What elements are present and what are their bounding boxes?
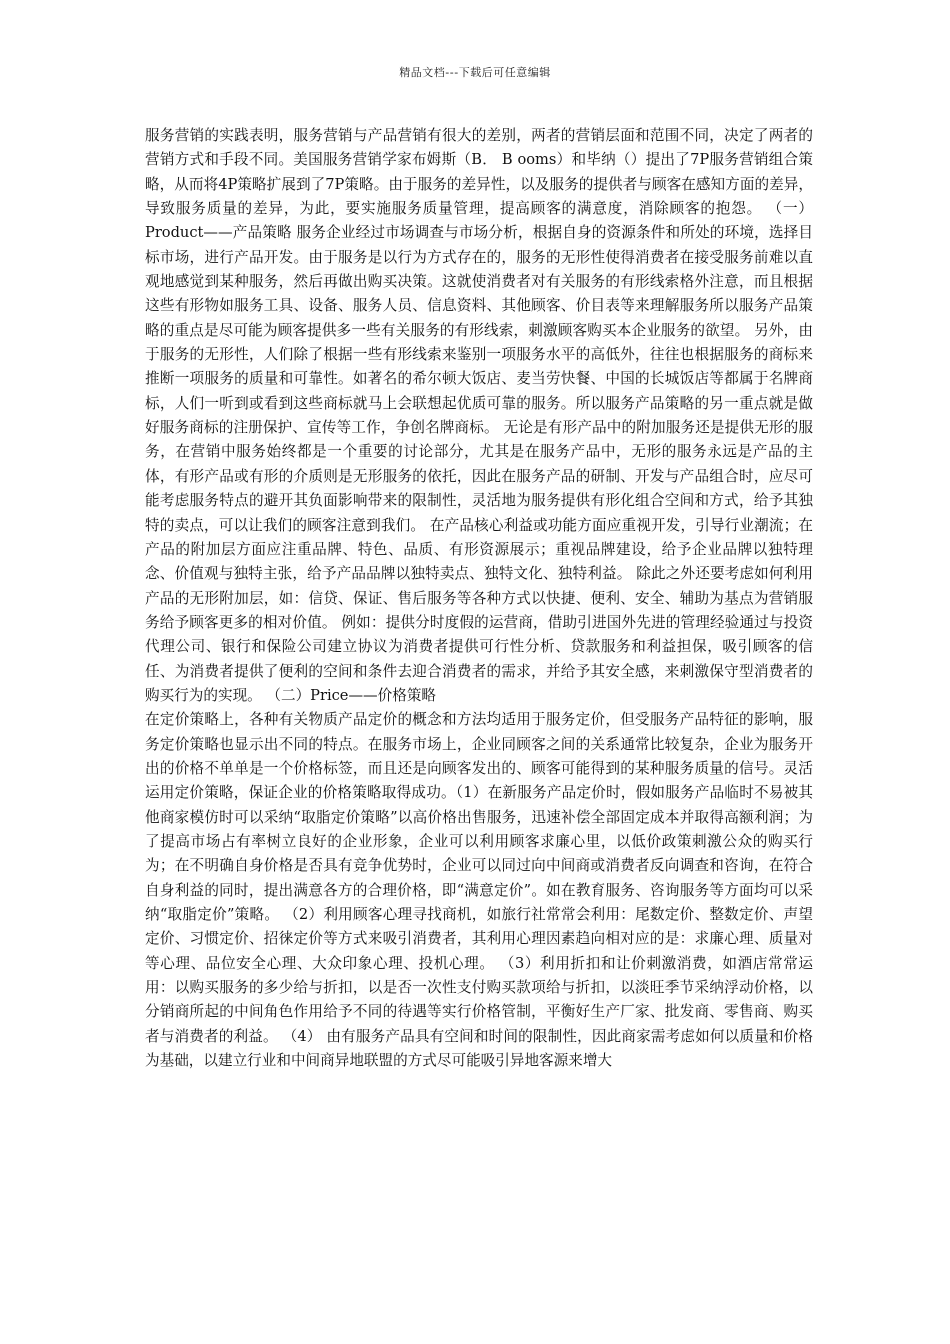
paragraph: 服务营销的实践表明，服务营销与产品营销有很大的差别，两者的营销层面和范围不同，决定了两者的营销方式和手段不同。美国服务营销学家布姆斯（B． B ooms）和毕纳（）提出了7P服务营销组合策略，从而将4P策略扩展到了7P策略。由于服务的差异性，以及服务的提供者与顾客在感知方面的差异，导致服务质量的差异，为此，要实施服务质量管理，提高顾客的满意度，消除顾客的抱怨。 （一）Product——产品策略 服务企业经过市场调查与市场分析，根据自身的资源条件和所处的环境，选择目标市场，进行产品开发。由于服务是以行为方式存在的，服务的无形性使得消费者在接受服务前难以直观地感觉到某种服务，然后再做出购买决策。这就使消费者对有关服务的有形线索格外注意，而且根据这些有形物如服务工具、设备、服务人员、信息资料、其他顾客、价目表等来理解服务所以服务产品策略的重点是尽可能为顾客提供多一些有关服务的有形线索，刺激顾客购买本企业服务的欲望。 另外，由于服务的无形性，人们除了根据一些有形线索来鉴别一项服务水平的高低外，往往也根据服务的商标来推断一项服务的质量和可靠性。如著名的希尔顿大饭店、麦当劳快餐、中国的长城饭店等都属于名牌商标，人们一听到或看到这些商标就马上会联想起优质可靠的服务。所以服务产品策略的另一重点就是做好服务商标的注册保护、宣传等工作，争创名牌商标。 无论是有形产品中的附加服务还是提供无形的服务，在营销中服务始终都是一个重要的讨论部分，尤其是在服务产品中，无形的服务永远是产品的主体，有形产品或有形的介质则是无形服务的依托，因此在服务产品的研制、开发与产品组合时，应尽可能考虑服务特点的避开其负面影响带来的限制性，灵活地为服务提供有形化组合空间和方式，给予其独特的卖点，可以让我们的顾客注意到我们。 在产品核心利益或功能方面应重视开发，引导行业潮流；在产品的附加层方面应注重品牌、特色、品质、有形资源展示；重视品牌建设，给予企业品牌以独特理念、价值观与独特主张，给予产品品牌以独特卖点、独特文化、独特利益。 除此之外还要考虑如何利用产品的无形附加层，如：信贷、保证、售后服务等各种方式以快捷、便利、安全、辅助为基点为营销服务给予顾客更多的相对价值。 例如：提供分时度假的运营商，借助引进国外先进的管理经验通过与投资代理公司、银行和保险公司建立协议为消费者提供可行性分析、贷款服务和利益担保，吸引顾客的信任、为消费者提供了便利的空间和条件去迎合消费者的需求，并给予其安全感，来刺激保守型消费者的购买行为的实现。 （二）Price——价格策略 — [145, 127, 813, 704]
paragraph: 在定价策略上，各种有关物质产品定价的概念和方法均适用于服务定价，但受服务产品特征的影响，服务定价策略也显示出不同的特点。在服务市场上，企业同顾客之间的关系通常比较复杂，企业为服务开出的价格不单单是一个价格标签，而且还是向顾客发出的、顾客可能得到的某种服务质量的信号。灵活运用定价策略，保证企业的价格策略取得成功。（1）在新服务产品定价时，假如服务产品临时不易被其他商家模仿时可以采纳“取脂定价策略”以高价格出售服务，迅速补偿全部固定成本并取得高额利润；为了提高市场占有率树立良好的企业形象，企业可以利用顾客求廉心里，以低价政策刺激公众的购买行为；在不明确自身价格是否具有竞争优势时，企业可以同过向中间商或消费者反向调查和咨询，在符合自身利益的同时，提出满意各方的合理价格，即“满意定价”。如在教育服务、咨询服务等方面均可以采纳“取脂定价”策略。 （2）利用顾客心理寻找商机，如旅行社常常会利用：尾数定价、整数定价、声望定价、习惯定价、招徕定价等方式来吸引消费者，其利用心理因素趋向相对应的是：求廉心理、质量对等心理、品位安全心理、大众印象心理、投机心理。 （3）利用折扣和让价刺激消费，如酒店常常运用：以购买服务的多少给与折扣，以是否一次性支付购买款项给与折扣，以淡旺季节采纳浮动价格，以分销商所起的中间角色作用给予不同的待遇等实行价格管制，平衡好生产厂家、批发商、零售商、购买者与消费者的利益。 （4） 由有服务产品具有空间和时间的限制性，因此商家需考虑如何以质量和价格为基础，以建立行业和中间商异地联盟的方式尽可能吸引异地客源来增大 — [145, 711, 813, 1070]
page-header: 精品文档---下载后可任意编辑 — [399, 66, 551, 79]
document-body — [145, 124, 813, 1073]
